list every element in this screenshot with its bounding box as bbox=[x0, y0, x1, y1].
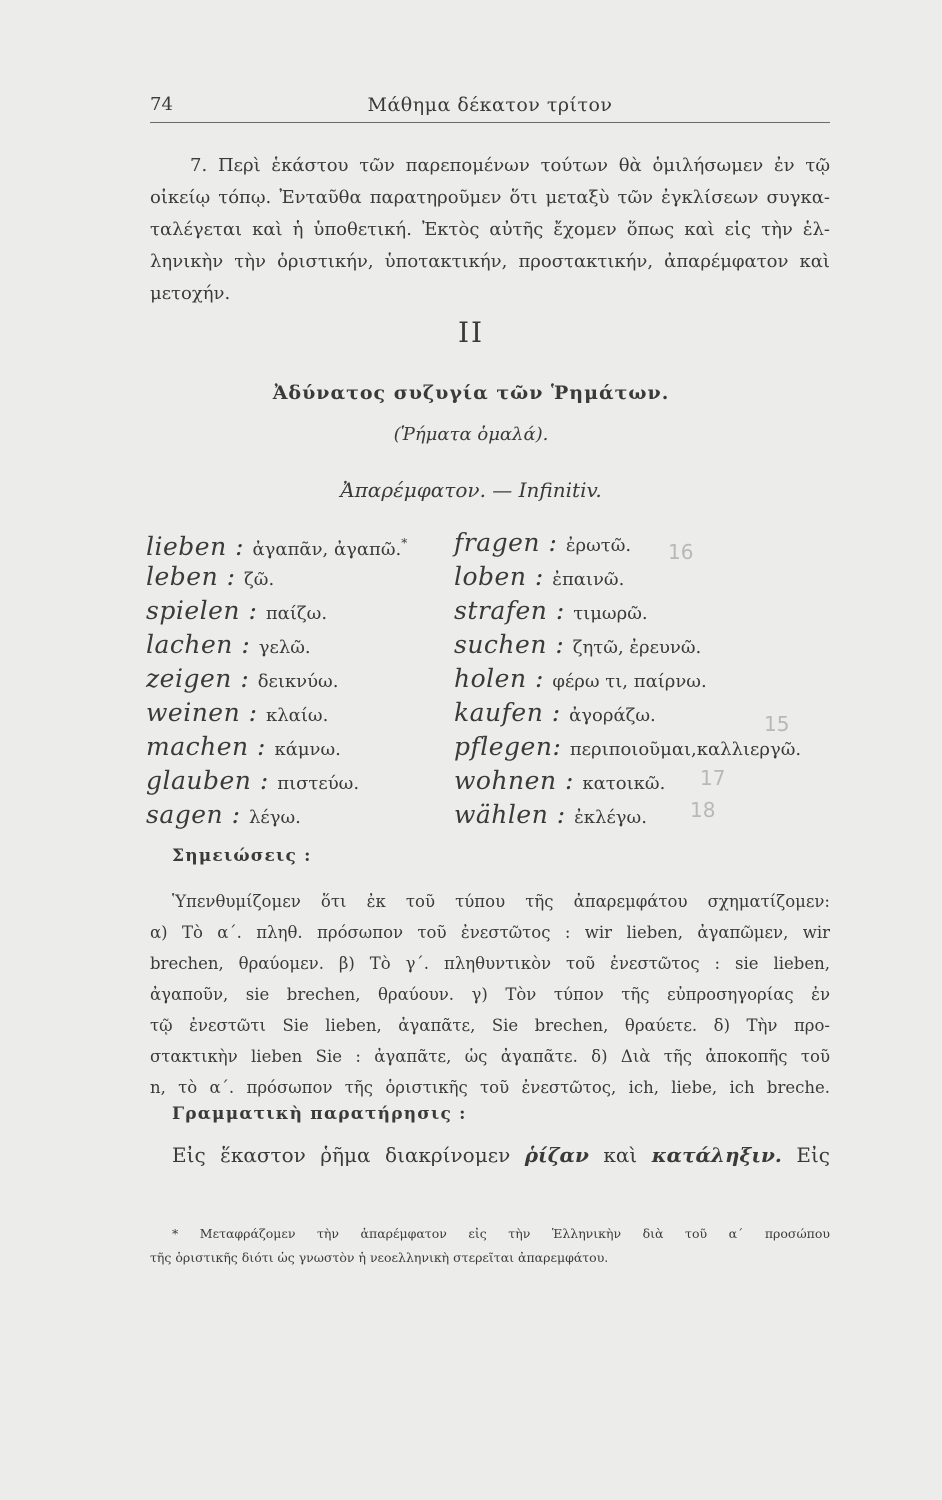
grammar-term-root: ῥίζαν bbox=[524, 1143, 589, 1167]
greek-meaning: ζῶ. bbox=[244, 569, 275, 590]
german-verb: wählen bbox=[454, 800, 549, 829]
german-verb: fragen bbox=[454, 528, 541, 557]
german-verb: pflegen bbox=[454, 732, 553, 761]
section-numeral: II bbox=[457, 316, 485, 349]
notes-paragraph bbox=[150, 886, 830, 1103]
verb-row: leben : ζῶ. bbox=[146, 562, 275, 591]
greek-meaning: λέγω. bbox=[248, 807, 301, 828]
paragraph-line: 7. Περὶ ἑκάστου τῶν παρεπομένων τούτων θὰ ὁμιλήσωμεν ἐν τῷ bbox=[190, 155, 830, 176]
verb-row: sagen : λέγω. bbox=[146, 800, 301, 829]
verb-row: spielen : παίζω. bbox=[146, 596, 328, 625]
verb-row: holen : φέρω τι, παίρνω. bbox=[454, 664, 707, 693]
verb-row: lachen : γελῶ. bbox=[146, 630, 311, 659]
grammar-heading: Γραμματικὴ παρατήρησις : bbox=[172, 1104, 467, 1124]
greek-meaning: κάμνω. bbox=[274, 739, 341, 760]
german-verb: zeigen bbox=[146, 664, 232, 693]
paragraph-line: ληνικὴν τὴν ὁριστικήν, ὑποτακτικήν, προστακτικήν, ἀπαρέμφατον καὶ bbox=[150, 251, 830, 272]
greek-meaning: ἀγαπᾶν, ἀγαπῶ. bbox=[252, 539, 402, 560]
german-verb: machen bbox=[146, 732, 249, 761]
verb-row: zeigen : δεικνύω. bbox=[146, 664, 339, 693]
grammar-lead: Εἰς ἕκαστον ῥῆμα διακρίνομεν bbox=[172, 1143, 511, 1167]
german-verb: wohnen bbox=[454, 766, 557, 795]
paragraph-line: ταλέγεται καὶ ἡ ὑποθετική. Ἐκτὸς αὐτῆς ἔχομεν ὅπως καὶ εἰς τὴν ἑλ- bbox=[150, 219, 830, 240]
german-verb: suchen bbox=[454, 630, 547, 659]
german-verb: strafen bbox=[454, 596, 548, 625]
greek-meaning: γελῶ. bbox=[258, 637, 311, 658]
notes-line: brechen, θραύομεν. β) Τὸ γ΄. πληθυντικὸν τοῦ ἐνεστῶτος : sie lieben, bbox=[150, 954, 830, 973]
verb-list-left bbox=[146, 526, 446, 832]
footnote-line: τῆς ὁριστικῆς διότι ὡς γνωστὸν ἡ νεοελληνικὴ στερεῖται ἀπαρεμφάτου. bbox=[150, 1250, 609, 1265]
grammar-line bbox=[150, 1138, 830, 1172]
greek-meaning: ἐπαινῶ. bbox=[552, 569, 625, 590]
german-verb: lachen bbox=[146, 630, 233, 659]
german-verb: holen bbox=[454, 664, 527, 693]
grammar-term-ending: κατάληξιν. bbox=[651, 1143, 782, 1167]
german-verb: sagen bbox=[146, 800, 224, 829]
notes-line: n, τὸ α΄. πρόσωπον τῆς ὁριστικῆς τοῦ ἐνεστῶτος, ich, liebe, ich breche. bbox=[150, 1078, 830, 1097]
grammar-tail: Εἰς bbox=[796, 1143, 830, 1167]
paragraph-line: οἰκείῳ τόπῳ. Ἐνταῦθα παρατηροῦμεν ὅτι μεταξὺ τῶν ἐγκλίσεων συγκα- bbox=[150, 187, 830, 208]
german-verb: loben bbox=[454, 562, 527, 591]
verb-row: kaufen : ἀγοράζω. bbox=[454, 698, 656, 727]
verb-list-right bbox=[454, 526, 854, 832]
chapter-title: Μάθημα δέκατον τρίτον bbox=[367, 94, 613, 116]
greek-meaning: πιστεύω. bbox=[277, 773, 360, 794]
section-title: Ἀδύνατος συζυγία τῶν Ῥημάτων. bbox=[272, 382, 670, 404]
german-verb: weinen bbox=[146, 698, 241, 727]
german-verb: glauben bbox=[146, 766, 252, 795]
verb-row: lieben : ἀγαπᾶν, ἀγαπῶ.* bbox=[146, 532, 408, 561]
verb-row: fragen : ἐρωτῶ. bbox=[454, 528, 632, 557]
greek-meaning: τιμωρῶ. bbox=[573, 603, 648, 624]
notes-heading: Σημειώσεις : bbox=[172, 846, 312, 866]
verb-row: loben : ἐπαινῶ. bbox=[454, 562, 625, 591]
german-verb: lieben bbox=[146, 532, 227, 561]
paragraph-line: μετοχήν. bbox=[150, 283, 231, 304]
verb-row: wohnen : κατοικῶ. bbox=[454, 766, 666, 795]
verb-row: glauben : πιστεύω. bbox=[146, 766, 360, 795]
notes-line: στακτικὴν lieben Sie : ἀγαπᾶτε, ὡς ἀγαπᾶτε. δ) Διὰ τῆς ἀποκοπῆς τοῦ bbox=[150, 1047, 830, 1066]
notes-line: ἀγαποῦν, sie brechen, θραύουν. γ) Τὸν τύπον τῆς εὐπροσηγορίας ἐν bbox=[150, 985, 830, 1004]
greek-meaning: δεικνύω. bbox=[257, 671, 339, 692]
grammar-conjunction: καὶ bbox=[603, 1143, 638, 1167]
infinitive-heading: Ἀπαρέμφατον. — Infinitiv. bbox=[340, 478, 602, 502]
german-verb: leben bbox=[146, 562, 219, 591]
notes-line: Ὑπενθυμίζομεν ὅτι ἐκ τοῦ τύπου τῆς ἀπαρεμφάτου σχηματίζομεν: bbox=[172, 892, 830, 911]
notes-line: α) Τὸ α΄. πληθ. πρόσωπον τοῦ ἐνεστῶτος : wir lieben, ἀγαπῶμεν, wir bbox=[150, 923, 830, 942]
greek-meaning: παίζω. bbox=[265, 603, 328, 624]
verb-row: wählen : ἐκλέγω. bbox=[454, 800, 647, 829]
running-header bbox=[150, 92, 830, 123]
greek-meaning: κλαίω. bbox=[266, 705, 329, 726]
greek-meaning: ζητῶ, ἐρευνῶ. bbox=[572, 637, 702, 658]
pencil-annotation: 16 bbox=[668, 540, 694, 564]
german-verb: spielen bbox=[146, 596, 241, 625]
greek-meaning: κατοικῶ. bbox=[582, 773, 666, 794]
footnote-line: * Μεταφράζομεν τὴν ἀπαρέμφατον εἰς τὴν Ἑλληνικὴν διὰ τοῦ α΄ προσώπου bbox=[172, 1226, 830, 1241]
verb-row: weinen : κλαίω. bbox=[146, 698, 329, 727]
footnote bbox=[150, 1222, 830, 1270]
verb-row: pflegen: περιποιοῦμαι,καλλιεργῶ. bbox=[454, 732, 802, 761]
footnote-marker: * bbox=[401, 536, 408, 550]
notes-line: τῷ ἐνεστῶτι Sie lieben, ἀγαπᾶτε, Sie brechen, θραύετε. δ) Τὴν προ- bbox=[150, 1016, 830, 1035]
greek-meaning: φέρω τι, παίρνω. bbox=[552, 671, 707, 692]
greek-meaning: περιποιοῦμαι,καλλιεργῶ. bbox=[569, 739, 802, 760]
verb-row: suchen : ζητῶ, ἐρευνῶ. bbox=[454, 630, 702, 659]
pencil-annotation: 15 bbox=[764, 712, 790, 736]
greek-meaning: ἐκλέγω. bbox=[574, 807, 647, 828]
pencil-annotation: 17 bbox=[700, 766, 726, 790]
paragraph-7 bbox=[150, 150, 830, 310]
verb-row: strafen : τιμωρῶ. bbox=[454, 596, 648, 625]
page-number: 74 bbox=[150, 94, 173, 115]
section-subtitle: (Ῥήματα ὁμαλά). bbox=[393, 424, 549, 445]
verb-row: machen : κάμνω. bbox=[146, 732, 341, 761]
greek-meaning: ἀγοράζω. bbox=[569, 705, 656, 726]
pencil-annotation: 18 bbox=[690, 798, 716, 822]
german-verb: kaufen bbox=[454, 698, 544, 727]
greek-meaning: ἐρωτῶ. bbox=[565, 535, 632, 556]
